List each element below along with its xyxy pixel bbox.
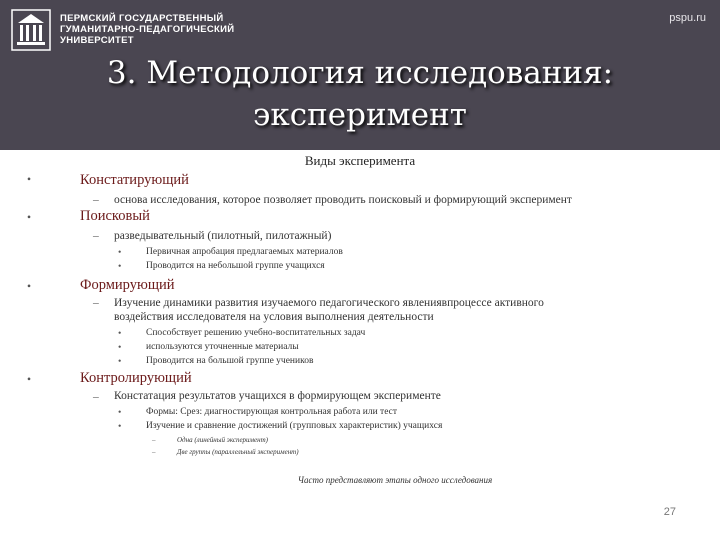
list-subitem: Проводится на небольшой группе учащихся xyxy=(146,261,325,271)
slide-title xyxy=(0,52,720,136)
bullet-dot: • xyxy=(118,422,122,432)
slide-header xyxy=(0,0,720,150)
bullet-dot: • xyxy=(27,281,32,293)
section-title: Контролирующий xyxy=(80,370,192,386)
university-name xyxy=(60,13,234,46)
list-item: разведывательный (пилотный, пилотажный) xyxy=(114,230,332,242)
list-subitem: используются уточненные материалы xyxy=(146,342,299,352)
list-subitem: Формы: Срез: диагностирующая контрольная работа или тест xyxy=(146,407,398,417)
bullet-dash: – xyxy=(93,194,99,206)
university-line: УНИВЕРСИТЕТ xyxy=(60,35,134,46)
bullet-dash: – xyxy=(93,391,99,403)
page-number: 27 xyxy=(663,506,676,518)
bullet-dash: – xyxy=(93,230,99,242)
bullet-dash: – xyxy=(152,436,156,444)
slide-subtitle: Виды эксперимента xyxy=(304,153,416,168)
list-subitem: Способствует решению учебно-воспитательных задач xyxy=(146,328,366,338)
list-item-continuation: воздействия исследователя на условия выполнения деятельности xyxy=(114,311,434,323)
bullet-dash: – xyxy=(152,448,156,456)
university-line: ГУМАНИТАРНО-ПЕДАГОГИЧЕСКИЙ xyxy=(60,24,235,35)
slide-title-line-2: эксперимент xyxy=(253,97,467,133)
university-logo-icon xyxy=(11,9,51,51)
bullet-dot: • xyxy=(118,357,122,367)
section-title: Формирующий xyxy=(80,277,175,293)
slide-note: Часто представляют этапы одного исследования xyxy=(297,475,493,485)
list-item: Констатация результатов учащихся в формирующем эксперименте xyxy=(114,390,441,402)
bullet-dot: • xyxy=(118,329,122,339)
list-item: основа исследования, которое позволяет проводить поисковый и формирующий эксперимент xyxy=(114,194,572,206)
bullet-dot: • xyxy=(118,248,122,258)
university-line: ПЕРМСКИЙ ГОСУДАРСТВЕННЫЙ xyxy=(60,13,224,24)
list-subitem: Изучение и сравнение достижений (групповых характеристик) учащихся xyxy=(146,421,443,431)
slide-content xyxy=(0,150,720,540)
list-subsubitem: Одна (линейный эксперимент) xyxy=(177,436,268,444)
bullet-dot: • xyxy=(27,374,32,386)
bullet-dot: • xyxy=(118,262,122,272)
bullet-dot: • xyxy=(118,343,122,353)
list-subsubitem: Две группы (параллельный эксперимент) xyxy=(177,448,299,456)
section-title: Поисковый xyxy=(80,208,150,224)
bullet-dash: – xyxy=(93,297,99,309)
bullet-dot: • xyxy=(27,212,32,224)
bullet-dot: • xyxy=(118,408,122,418)
list-subitem: Первичная апробация предлагаемых материалов xyxy=(146,247,343,257)
bullet-dot: • xyxy=(27,174,32,186)
site-url: pspu.ru xyxy=(669,12,706,24)
list-item: Изучение динамики развития изучаемого педагогического явлениявпроцессе активного xyxy=(114,297,544,309)
section-title: Констатирующий xyxy=(80,172,189,188)
slide-title-line-1: 3. Методология исследования: xyxy=(106,55,614,91)
list-subitem: Проводится на большой группе учеников xyxy=(146,356,314,366)
